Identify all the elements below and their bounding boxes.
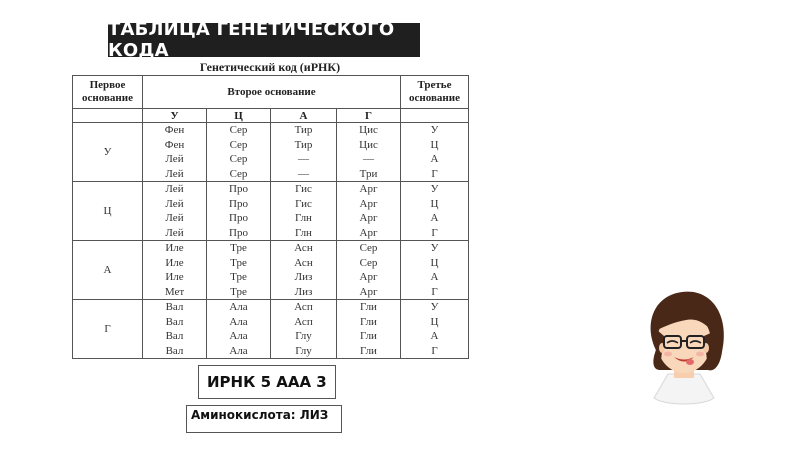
header-empty-right — [401, 109, 469, 123]
third-base: У — [430, 301, 439, 313]
amino-acid: Арг — [359, 285, 378, 298]
amino-acid: Вал — [165, 344, 184, 357]
amino-acid: Лей — [165, 226, 184, 239]
first-base-cell: Ц — [73, 182, 143, 241]
amino-acid: Ала — [229, 330, 248, 342]
amino-acid: Асп — [294, 301, 313, 313]
amino-acid-cell-a — [271, 182, 337, 241]
amino-acid: Фен — [164, 138, 185, 151]
third-base: У — [430, 242, 439, 254]
table-caption: Генетический код (иРНК) — [199, 60, 341, 74]
amino-acid-cell-a — [271, 241, 337, 300]
amino-acid: Арг — [359, 226, 378, 239]
amino-acid: Гли — [360, 344, 377, 357]
amino-acid: Сер — [359, 256, 378, 269]
header-first-base: Первое основание — [73, 76, 143, 109]
third-base: Ц — [430, 197, 439, 210]
amino-acid: Гли — [360, 330, 377, 342]
amino-acid: Вал — [165, 315, 184, 328]
second-base-a: А — [271, 109, 337, 123]
amino-acid: Арг — [359, 271, 378, 283]
amino-acid: Гли — [360, 301, 377, 313]
third-base: У — [430, 183, 439, 195]
amino-acid: Тир — [294, 124, 313, 136]
third-base: А — [430, 153, 439, 165]
header-second-base: Второе основание — [143, 76, 401, 109]
amino-acid: Лей — [165, 197, 184, 210]
amino-acid: Ала — [229, 301, 248, 313]
amino-acid-cell-u — [143, 123, 207, 182]
amino-acid: Лиз — [294, 285, 313, 298]
third-base: Ц — [430, 256, 439, 269]
amino-acid-cell-a — [271, 123, 337, 182]
amino-acid-cell-g — [337, 182, 401, 241]
amino-acid: Лей — [165, 167, 184, 180]
amino-acid: Глу — [295, 344, 312, 357]
amino-acid: Арг — [359, 183, 378, 195]
slide-title: ТАБЛИЦА ГЕНЕТИЧЕСКОГО КОДА — [108, 23, 420, 57]
amino-acid: Гли — [360, 315, 377, 328]
amino-acid: Три — [359, 167, 378, 180]
amino-acid: Цис — [359, 124, 378, 136]
third-base-cell — [401, 182, 469, 241]
first-base-cell: У — [73, 123, 143, 182]
third-base: Г — [431, 167, 438, 180]
amino-acid-cell-u — [143, 182, 207, 241]
third-base-cell — [401, 300, 469, 359]
amino-acid-cell-c — [207, 241, 271, 300]
genetic-code-table — [72, 75, 469, 359]
table-row — [73, 241, 469, 300]
amino-acid: Про — [229, 212, 248, 224]
amino-acid: Фен — [164, 124, 185, 136]
girl-avatar-icon — [638, 286, 730, 408]
third-base-cell — [401, 123, 469, 182]
amino-acid-cell-g — [337, 123, 401, 182]
amino-acid: Про — [229, 226, 248, 239]
amino-acid: Про — [229, 197, 248, 210]
third-base: Г — [431, 344, 438, 357]
table-row — [73, 182, 469, 241]
amino-acid: Асп — [294, 315, 313, 328]
third-base: Ц — [430, 138, 439, 151]
amino-acid-cell-c — [207, 182, 271, 241]
amino-acid: Асн — [294, 256, 313, 269]
amino-acid-cell-u — [143, 241, 207, 300]
amino-acid: Гис — [295, 183, 312, 195]
amino-acid: Вал — [165, 301, 184, 313]
first-base-cell: Г — [73, 300, 143, 359]
amino-acid: Сер — [229, 138, 248, 151]
amino-acid: Гис — [295, 197, 312, 210]
third-base: Ц — [430, 315, 439, 328]
amino-acid: Тре — [230, 242, 247, 254]
amino-acid: Вал — [165, 330, 184, 342]
amino-acid: Тре — [230, 271, 247, 283]
third-base: Г — [431, 285, 438, 298]
third-base: У — [430, 124, 439, 136]
third-base-cell — [401, 241, 469, 300]
amino-acid: Ала — [229, 315, 248, 328]
amino-acid: Арг — [359, 212, 378, 224]
second-base-u: У — [143, 109, 207, 123]
amino-acid-cell-c — [207, 123, 271, 182]
amino-acid: Сер — [229, 153, 248, 165]
amino-acid: Цис — [359, 138, 378, 151]
amino-acid: Тре — [230, 256, 247, 269]
amino-acid: Глн — [295, 226, 312, 239]
amino-acid: Сер — [229, 167, 248, 180]
first-base-cell: А — [73, 241, 143, 300]
header-empty — [73, 109, 143, 123]
third-base: А — [430, 330, 439, 342]
mrna-answer-box: ИРНК 5 ААА 3 — [198, 365, 336, 399]
amino-acid: Иле — [165, 242, 184, 254]
amino-acid: Лей — [165, 212, 184, 224]
amino-acid: Лиз — [294, 271, 313, 283]
amino-acid: Глн — [295, 212, 312, 224]
amino-acid: Лей — [165, 183, 184, 195]
amino-acid-cell-c — [207, 300, 271, 359]
amino-acid: — — [298, 167, 309, 180]
amino-acid: — — [363, 153, 374, 165]
amino-acid: Арг — [359, 197, 378, 210]
amino-acid: Тре — [230, 285, 247, 298]
second-base-c: Ц — [207, 109, 271, 123]
amino-acid: Мет — [164, 285, 185, 298]
table-row — [73, 123, 469, 182]
amino-acid: Про — [229, 183, 248, 195]
amino-acid: Сер — [229, 124, 248, 136]
third-base: Г — [431, 226, 438, 239]
second-base-g: Г — [337, 109, 401, 123]
amino-acid-cell-a — [271, 300, 337, 359]
third-base: А — [430, 271, 439, 283]
amino-acid: Иле — [165, 271, 184, 283]
table-row — [73, 300, 469, 359]
third-base: А — [430, 212, 439, 224]
amino-acid: — — [298, 153, 309, 165]
header-third-base: Третье основание — [401, 76, 469, 109]
amino-acid: Тир — [294, 138, 313, 151]
amino-acid: Глу — [295, 330, 312, 342]
amino-acid: Лей — [165, 153, 184, 165]
amino-acid: Сер — [359, 242, 378, 254]
amino-acid-answer-box: Аминокислота: ЛИЗ — [186, 405, 342, 433]
amino-acid-cell-u — [143, 300, 207, 359]
amino-acid-cell-g — [337, 241, 401, 300]
amino-acid: Иле — [165, 256, 184, 269]
amino-acid: Ала — [229, 344, 248, 357]
amino-acid-cell-g — [337, 300, 401, 359]
amino-acid: Асн — [294, 242, 313, 254]
